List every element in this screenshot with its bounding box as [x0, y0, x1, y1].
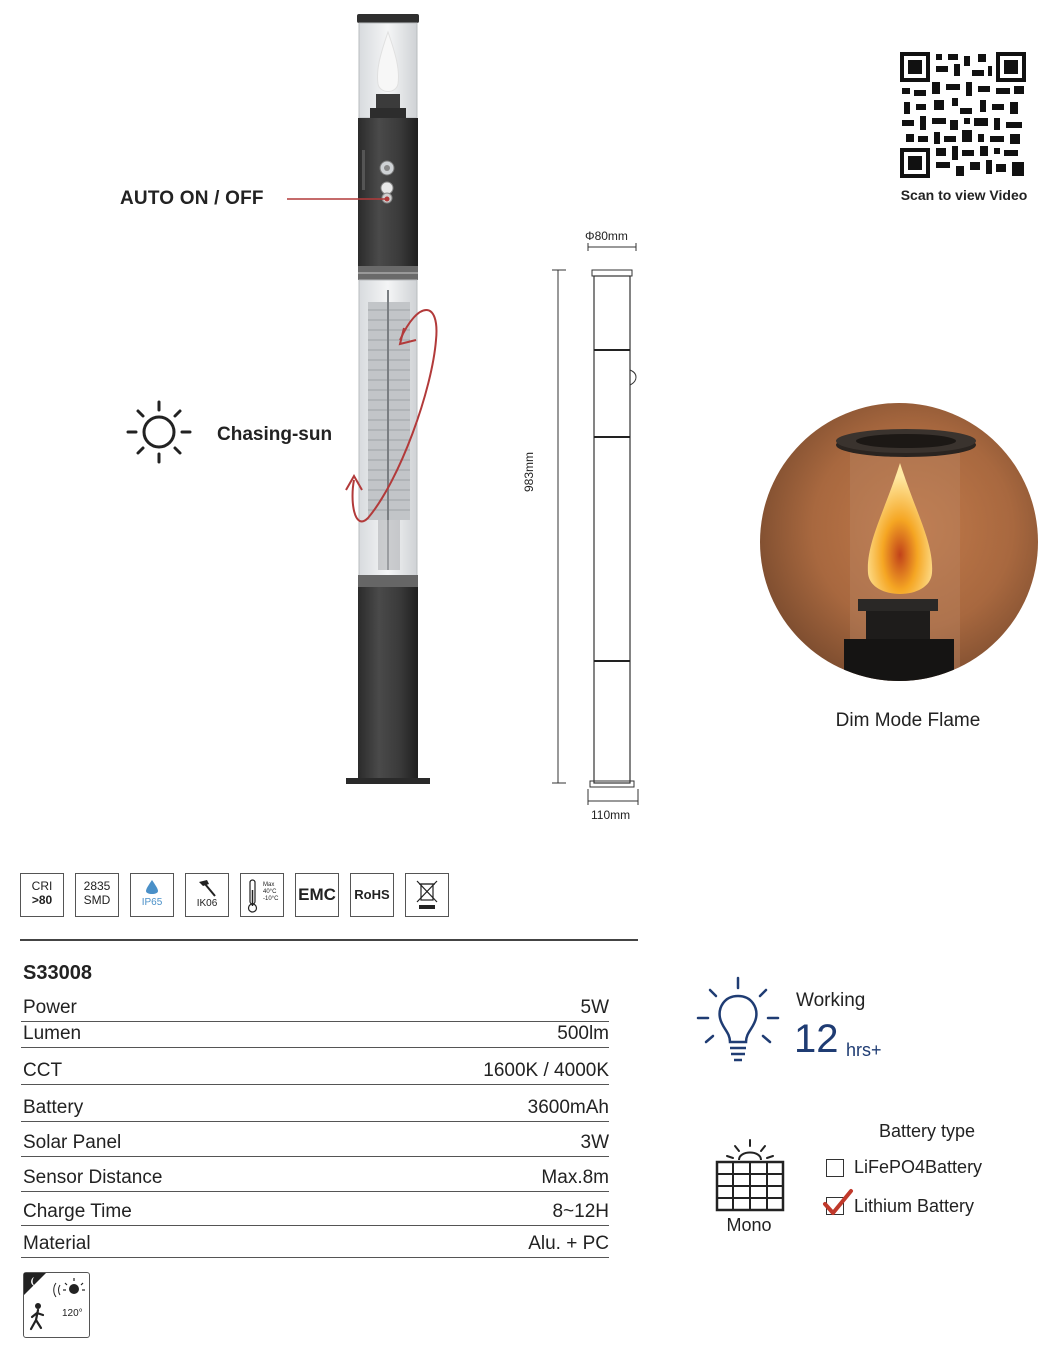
lifepo4-checkbox[interactable]	[826, 1159, 844, 1177]
base-width-label: 110mm	[591, 808, 631, 822]
spec-row-sensor-distance	[21, 1157, 609, 1192]
dim-mode-flame-image	[760, 403, 1038, 681]
spec-label: Lumen	[23, 1023, 82, 1044]
spec-row-battery	[21, 1085, 609, 1122]
smd-badge: 2835 SMD	[75, 873, 119, 917]
ip65-badge: IP65	[130, 873, 174, 917]
ik06-badge: IK06	[185, 873, 229, 917]
spec-value: 3W	[580, 1132, 609, 1153]
temperature-badge: Max 40°C -10°C	[240, 873, 284, 917]
water-drop-icon	[144, 879, 160, 897]
qr-code[interactable]	[900, 52, 1026, 178]
spec-label: CCT	[23, 1060, 63, 1081]
spec-value: 1600K / 4000K	[483, 1060, 609, 1081]
lifepo4-label: LiFePO4Battery	[854, 1157, 983, 1177]
bulb-icon	[696, 976, 780, 1068]
spec-row-charge-time	[21, 1192, 609, 1226]
spec-value: 500lm	[557, 1023, 609, 1044]
hammer-icon	[195, 878, 219, 898]
spec-value: Alu. + PC	[528, 1233, 609, 1254]
spec-row-lumen	[21, 1022, 609, 1048]
chasing-sun-label: Chasing-sun	[217, 424, 333, 445]
thermometer-icon	[247, 878, 259, 914]
solar-panel-icon	[713, 1138, 787, 1214]
qr-caption: Scan to view Video	[900, 187, 1028, 203]
rohs-badge: RoHS	[350, 873, 394, 917]
dimension-drawing	[530, 225, 660, 830]
mono-label: Mono	[726, 1215, 772, 1235]
lithium-label: Lithium Battery	[854, 1196, 975, 1216]
crossed-bin-icon	[414, 879, 440, 911]
model-number: S33008	[23, 962, 92, 984]
spec-row-material	[21, 1226, 609, 1258]
spec-row-solar-panel	[21, 1122, 609, 1157]
spec-row-cct	[21, 1048, 609, 1085]
working-hours: 12	[794, 1017, 839, 1061]
spec-value: 8~12H	[552, 1201, 609, 1222]
height-label: 983mm	[522, 451, 536, 492]
spec-label: Power	[23, 997, 77, 1018]
callout-line	[285, 193, 395, 205]
cri-badge: CRI >80	[20, 873, 64, 917]
night-motion-sensor-icon	[24, 1273, 90, 1337]
checkmark-icon	[822, 1188, 854, 1218]
spec-label: Sensor Distance	[23, 1167, 163, 1188]
spec-label: Battery	[23, 1097, 84, 1118]
dim-mode-caption: Dim Mode Flame	[835, 710, 981, 731]
weee-badge	[405, 873, 449, 917]
certification-row	[20, 873, 460, 919]
battery-type-title: Battery type	[879, 1121, 976, 1141]
spec-value: Max.8m	[541, 1167, 609, 1188]
spec-label: Material	[23, 1233, 91, 1254]
auto-on-off-label: AUTO ON / OFF	[120, 188, 264, 209]
sensor-angle: 120°	[62, 1308, 83, 1319]
emc-badge: EMC	[295, 873, 339, 917]
working-unit: hrs+	[846, 1040, 882, 1060]
section-divider	[20, 939, 638, 941]
sun-icon	[124, 400, 194, 464]
working-label: Working	[796, 990, 866, 1011]
spec-row-power	[21, 988, 609, 1022]
rotation-arrow-icon	[340, 300, 450, 530]
spec-label: Charge Time	[23, 1201, 132, 1222]
spec-label: Solar Panel	[23, 1132, 122, 1153]
spec-value: 5W	[580, 997, 609, 1018]
spec-value: 3600mAh	[527, 1097, 609, 1118]
sensor-mode-badge	[23, 1272, 90, 1338]
diameter-label: Φ80mm	[585, 229, 628, 243]
